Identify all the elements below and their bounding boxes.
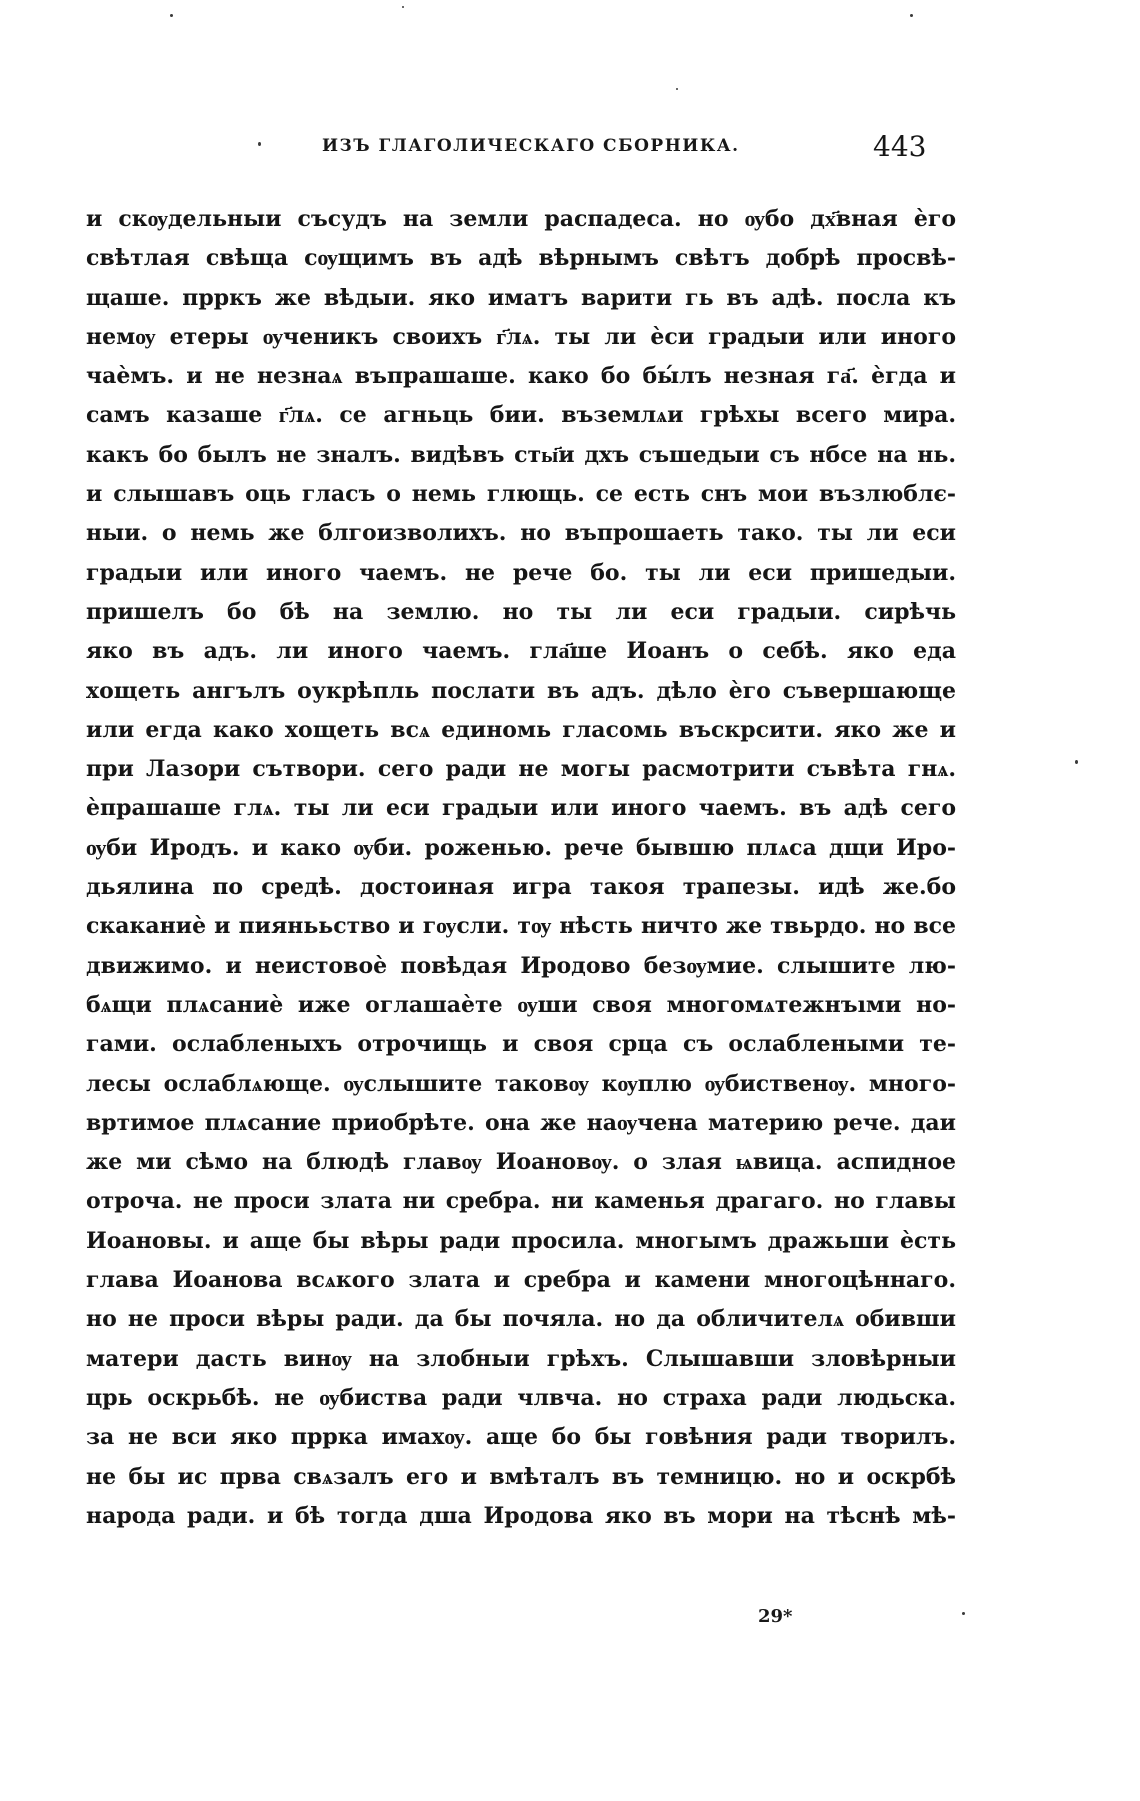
text-line: градыи или иного чаемъ. не рече бо. ты ли еси пришедыи. <box>86 559 956 586</box>
scan-speck <box>402 6 404 8</box>
text-line: ѐпрашаше глѧ. ты ли еси градыи или иного чаемъ. въ адѣ сего <box>86 795 956 822</box>
text-line: ѹби Иродъ. и како ѹби. роженью. рече бывшю плѧса дщи Иро- <box>86 834 956 861</box>
text-line: движимо. и неистовоѐ повѣдая Иродово безѹмие. слышите лю- <box>86 952 956 979</box>
text-line: яко въ адъ. ли иного чаемъ. гла҃ше Иоанъ о себѣ. яко еда <box>86 638 956 665</box>
running-title: ИЗЪ ГЛАГОЛИЧЕСКАГО СБОРНИКА. <box>322 136 740 156</box>
text-line: свѣтлая свѣща сѹщимъ въ адѣ вѣрнымъ свѣтъ добрѣ просвѣ- <box>86 245 956 272</box>
text-line: гами. ослабленыхъ отрочищь и своя срца съ ослаблеными те- <box>86 1031 956 1058</box>
text-line: пришелъ бо бѣ на землю. но ты ли еси градыи. сирѣчь <box>86 598 956 625</box>
text-line: чаѐмъ. и не незнаѧ въпрашаше. како бо бы́лъ незная га҃. ѐгда и <box>86 363 956 390</box>
text-line: матери дасть винѹ на злобныи грѣхъ. Слышавши зловѣрныи <box>86 1345 956 1372</box>
text-line: народа ради. и бѣ тогда дша Иродова яко въ мори на тѣснѣ мѣ- <box>86 1502 956 1529</box>
text-line: отроча. не проси злата ни сребра. ни каменья драгаго. но главы <box>86 1188 956 1215</box>
scan-speck <box>676 88 678 90</box>
scan-speck <box>910 14 913 17</box>
text-line: ныи. о немь же блгоизволихъ. но въпрошаеть тако. ты ли еси <box>86 520 956 547</box>
text-line: Иоановы. и аще бы вѣры ради просила. многымъ дражьши ѐсть <box>86 1227 956 1254</box>
scan-speck <box>170 14 173 17</box>
signature-mark: 29* <box>758 1606 793 1627</box>
text-line: при Лазори сътвори. сего ради не могы расмотрити съвѣта гнѧ. <box>86 756 956 783</box>
text-line: но не проси вѣры ради. да бы почяла. но да обличителѧ обивши <box>86 1306 956 1333</box>
text-line: бѧщи плѧсаниѐ иже оглашаѐте ѹши своя многомѧтежнъıми но- <box>86 991 956 1018</box>
text-line: щаше. прркъ же вѣдыи. яко иматъ варити гь въ адѣ. посла къ <box>86 284 956 311</box>
scan-speck <box>962 1612 965 1615</box>
text-line: какъ бо былъ не зналъ. видѣвъ сты҃и дхъ съшедыи съ нбсе на нь. <box>86 441 956 468</box>
text-line: за не вси яко пррка имахѹ. аще бо бы говѣния ради творилъ. <box>86 1424 956 1451</box>
text-line: скаканиѐ и пиянььство и гѹсли. тѹ нѣсть ничто же твьрдо. но все <box>86 913 956 940</box>
text-line: глава Иоанова всѧкого злата и сребра и камени многоцѣннаго. <box>86 1267 956 1294</box>
text-line: и слышавъ оць гласъ о немь глющь. се есть снъ мои възлюблє- <box>86 481 956 508</box>
text-line: самъ казаше г҃лѧ. се агньць бии. въземлѧи грѣхы всего мира. <box>86 402 956 429</box>
page-number: 443 <box>873 130 927 163</box>
scan-speck <box>1075 760 1078 764</box>
text-line: или егда како хощеть всѧ единомь гласомь въскрсити. яко же и <box>86 716 956 743</box>
text-line: хощеть ангълъ оукрѣпль послати въ адъ. дѣло ѐго съвершающе <box>86 677 956 704</box>
text-line: црь оскрьбѣ. не ѹбиства ради члвча. но страха ради людьска. <box>86 1384 956 1411</box>
text-line: и скѹдельныи съсудъ на земли распадеса. но ѹбо дх҃вная ѐго <box>86 206 956 232</box>
scan-speck <box>258 142 261 146</box>
text-line: лесы ослаблѧюще. ѹслышите таковѹ кѹплю ѹбиственѹ. много- <box>86 1070 956 1097</box>
page-header <box>0 130 1140 170</box>
text-line: вртимое плѧсание приобрѣте. она же наѹчена материю рече. даи <box>86 1109 956 1136</box>
text-line: не бы ис прва свѧзалъ его и вмѣталъ въ темницю. но и оскрбѣ <box>86 1463 956 1490</box>
text-line: немѹ етеры ѹченикъ своихъ г҃лѧ. ты ли ѐси градыи или иного <box>86 323 956 350</box>
text-line: дьялина по средѣ. достоиная игра такоя трапезы. идѣ же.бо <box>86 874 956 901</box>
body-text <box>86 200 956 1536</box>
text-line: же ми сѣмо на блюдѣ главѹ Иоановѹ. о злая ѩвица. аспидное <box>86 1149 956 1176</box>
